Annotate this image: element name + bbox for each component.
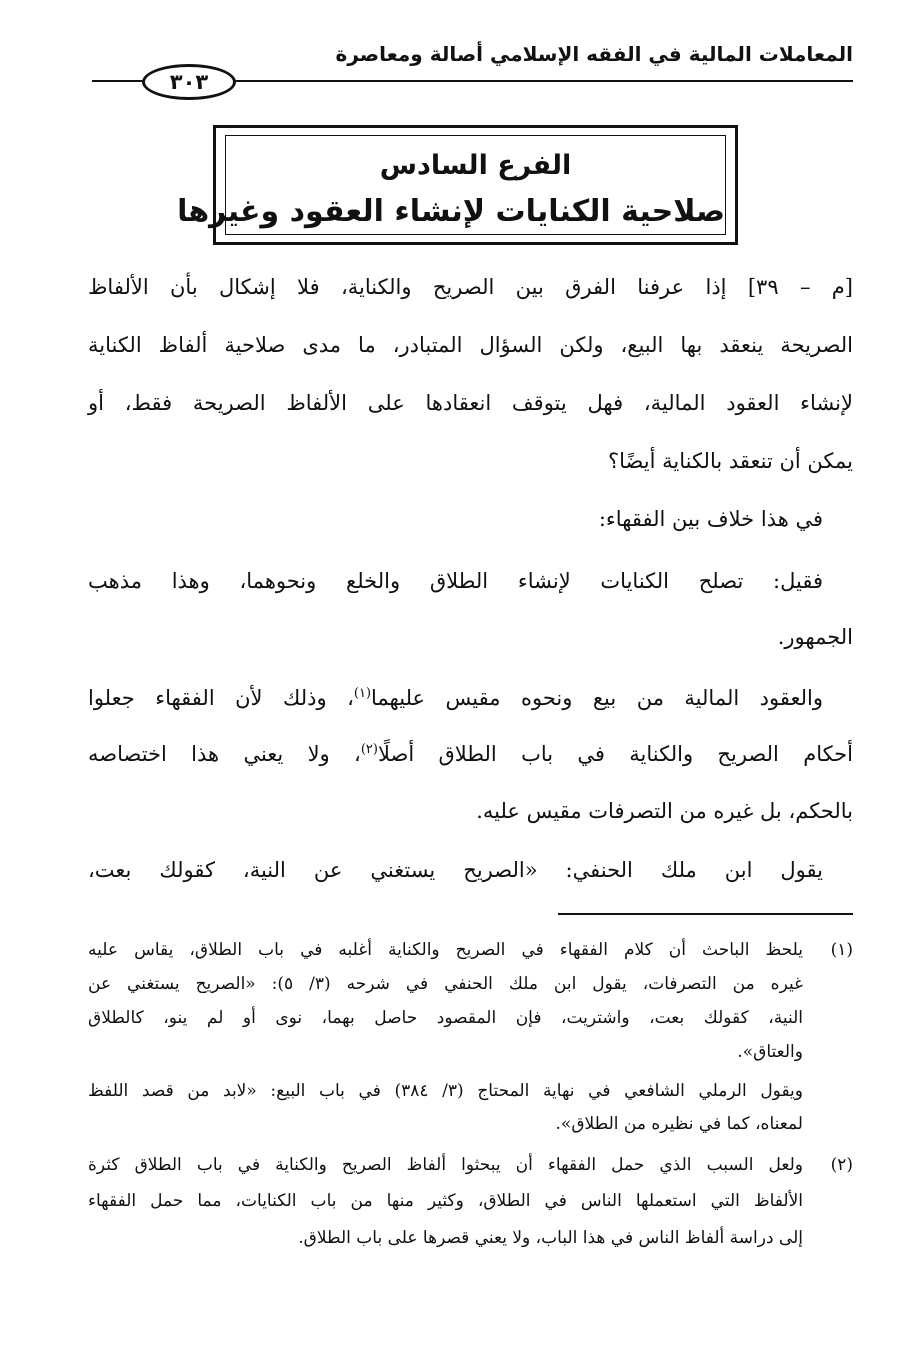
page-number: ٣٠٣ [142, 64, 236, 100]
footnote-number: (٢) [830, 1155, 853, 1175]
body-line: في هذا خلاف بين الفقهاء: [598, 507, 823, 531]
footnote-line: لمعناه، كما في نظيره من الطلاق». [555, 1114, 803, 1134]
footnote-ref-1[interactable]: (١) [353, 686, 372, 701]
body-line [88, 683, 823, 713]
body-text: أحكام الصريح والكناية في باب الطلاق أصلًا [377, 742, 854, 766]
body-text: والعقود المالية من بيع ونحوه مقيس عليهما [371, 686, 823, 710]
footnote-line: والعتاق». [737, 1042, 803, 1062]
body-line [88, 739, 853, 769]
footnote-ref-2[interactable]: (٢) [360, 742, 378, 757]
body-line: يقول ابن ملك الحنفي: «الصريح يستغني عن النية، كقولك بعت، [88, 858, 823, 882]
footnote-number: (١) [830, 940, 853, 960]
running-header-title: المعاملات المالية في الفقه الإسلامي أصالة ومعاصرة [335, 42, 853, 66]
body-text: ، وذلك لأن الفقهاء جعلوا [88, 686, 354, 710]
body-line: الجمهور. [777, 625, 853, 649]
footnote-line: ويقول الرملي الشافعي في نهاية المحتاج (٣/ ٣٨٤) في باب البيع: «لابد من قصد اللفظ [88, 1081, 803, 1101]
footnote-separator [558, 913, 853, 915]
body-line: [م – ٣٩] إذا عرفنا الفرق بين الصريح والكناية، فلا إشكال بأن الألفاظ [88, 275, 853, 299]
section-title: الفرع السادس [379, 150, 572, 181]
body-line: يمكن أن تنعقد بالكناية أيضًا؟ [608, 449, 853, 473]
footnote-line: يلحظ الباحث أن كلام الفقهاء في الصريح والكناية أغلبه في باب الطلاق، يقاس عليه [88, 940, 803, 960]
section-title-box [177, 125, 738, 245]
body-line: لإنشاء العقود المالية، فهل يتوقف انعقادها على الألفاظ الصريحة فقط، أو [88, 391, 853, 415]
body-line: بالحكم، بل غيره من التصرفات مقيس عليه. [476, 799, 853, 823]
body-line: فقيل: تصلح الكنايات لإنشاء الطلاق والخلع ونحوهما، وهذا مذهب [88, 569, 823, 593]
footnote-line: الألفاظ التي استعملها الناس في الطلاق، وكثير منها من باب الكنايات، مما حمل الفقهاء [88, 1191, 803, 1211]
footnote-line: غيره من التصرفات، يقول ابن ملك الحنفي في شرحه (٣/ ٥): «الصريح يستغني عن [88, 974, 803, 994]
section-subtitle: صلاحية الكنايات لإنشاء العقود وغيرها [177, 194, 725, 229]
body-text: ، ولا يعني هذا اختصاصه [88, 742, 361, 766]
footnote-line: إلى دراسة ألفاظ الناس في هذا الباب، ولا يعني قصرها على باب الطلاق. [298, 1228, 803, 1248]
footnote-line: ولعل السبب الذي حمل الفقهاء أن يبحثوا ألفاظ الصريح والكناية في باب الطلاق كثرة [88, 1155, 803, 1175]
title-box-inner-frame [177, 135, 726, 235]
body-line: الصريحة ينعقد بها البيع، ولكن السؤال المتبادر، ما مدى صلاحية ألفاظ الكناية [88, 333, 853, 357]
footnote-line: النية، كقولك بعت، واشتريت، فإن المقصود حاصل بهما، نوى أو لم ينو، كالطلاق [88, 1008, 803, 1028]
